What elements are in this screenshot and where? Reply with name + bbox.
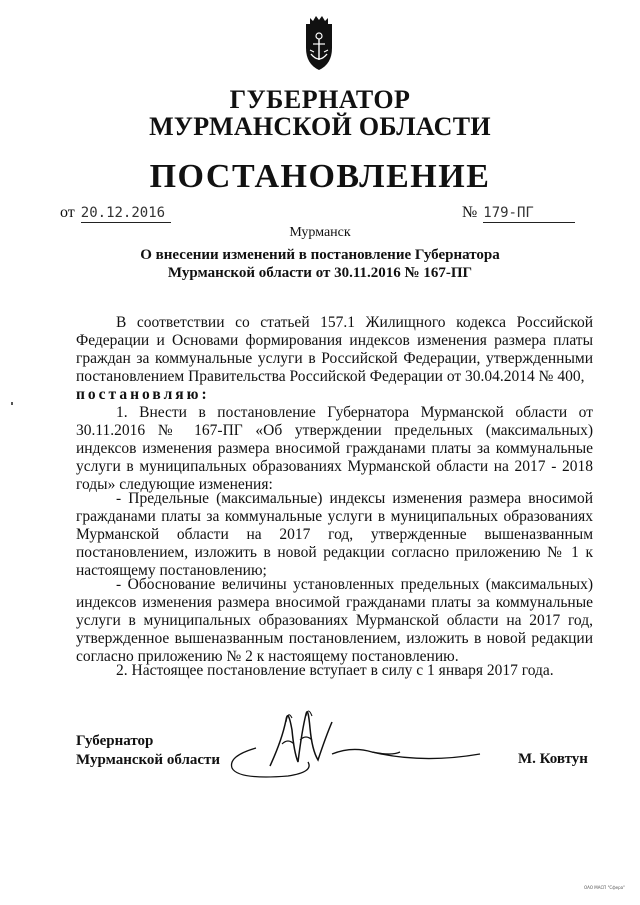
subject-line2: Мурманской области от 30.11.2016 № 167-ПГ bbox=[167, 265, 473, 281]
item-1-paragraph: 1. Внести в постановление Губернатора Мурманской области от 30.11.2016 № 167-ПГ «Об утверждении предельных (максимальных) индексов изменения размера вносимой гражданами платы за коммунальные услуги в муниципальных образованиях Мурманской области на 2017 - 2018 годы» следующие изменения: bbox=[76, 404, 593, 493]
position-line1: Губернатор bbox=[76, 733, 154, 749]
change-2-paragraph: - Обоснование величины установленных предельных (максимальных) индексов изменения размера вносимой гражданами платы за коммунальные услуги в муниципальных образованиях Мурманской области на 2017 год, утвержденное вышеназванным постановлением, изложить в новой редакции согласно приложению № 2 к настоящему постановлению. bbox=[76, 576, 593, 665]
document-subject bbox=[0, 246, 640, 282]
document-number: 179-ПГ bbox=[483, 205, 534, 221]
change-1-paragraph: - Предельные (максимальные) индексы изменения размера вносимой гражданами платы за коммунальные услуги в муниципальных образованиях Мурманской области на 2017 год, утвержденные вышеназванным постановлением, изложить в новой редакции согласно приложению № 1 к настоящему постановлению; bbox=[76, 490, 593, 579]
document-date: 20.12.2016 bbox=[80, 205, 166, 221]
intro-paragraph: В соответствии со статьей 157.1 Жилищного кодекса Российской Федерации и Основами формирования индексов изменения размера платы граждан за коммунальные услуги в Российской Федерации, утвержденными постановлением Правительства Российской Федерации от 30.04.2014 № 400, bbox=[76, 314, 593, 385]
date-prefix: от bbox=[60, 204, 75, 221]
date-field bbox=[60, 204, 171, 223]
margin-mark bbox=[11, 402, 13, 405]
number-field bbox=[462, 204, 575, 223]
resolve-word: постановляю: bbox=[76, 386, 210, 403]
item-2-paragraph: 2. Настоящее постановление вступает в силу с 1 января 2017 года. bbox=[116, 662, 554, 679]
print-house-code: ОАО МАСП "Сфера" bbox=[584, 885, 625, 890]
authority-title-line2: МУРМАНСКОЙ ОБЛАСТИ bbox=[149, 112, 491, 141]
signatory-name: М. Ковтун bbox=[518, 751, 588, 767]
signatory-position bbox=[76, 732, 220, 770]
position-line2: Мурманской области bbox=[76, 752, 221, 768]
coat-of-arms-icon bbox=[302, 14, 336, 72]
authority-title-line1: ГУБЕРНАТОР bbox=[229, 85, 411, 114]
number-prefix: № bbox=[462, 204, 478, 221]
document-type-title: ПОСТАНОВЛЕНИЕ bbox=[149, 158, 491, 195]
subject-line1: О внесении изменений в постановление Губернатора bbox=[140, 247, 500, 263]
handwritten-signature bbox=[222, 700, 542, 780]
city-name: Мурманск bbox=[289, 225, 351, 240]
